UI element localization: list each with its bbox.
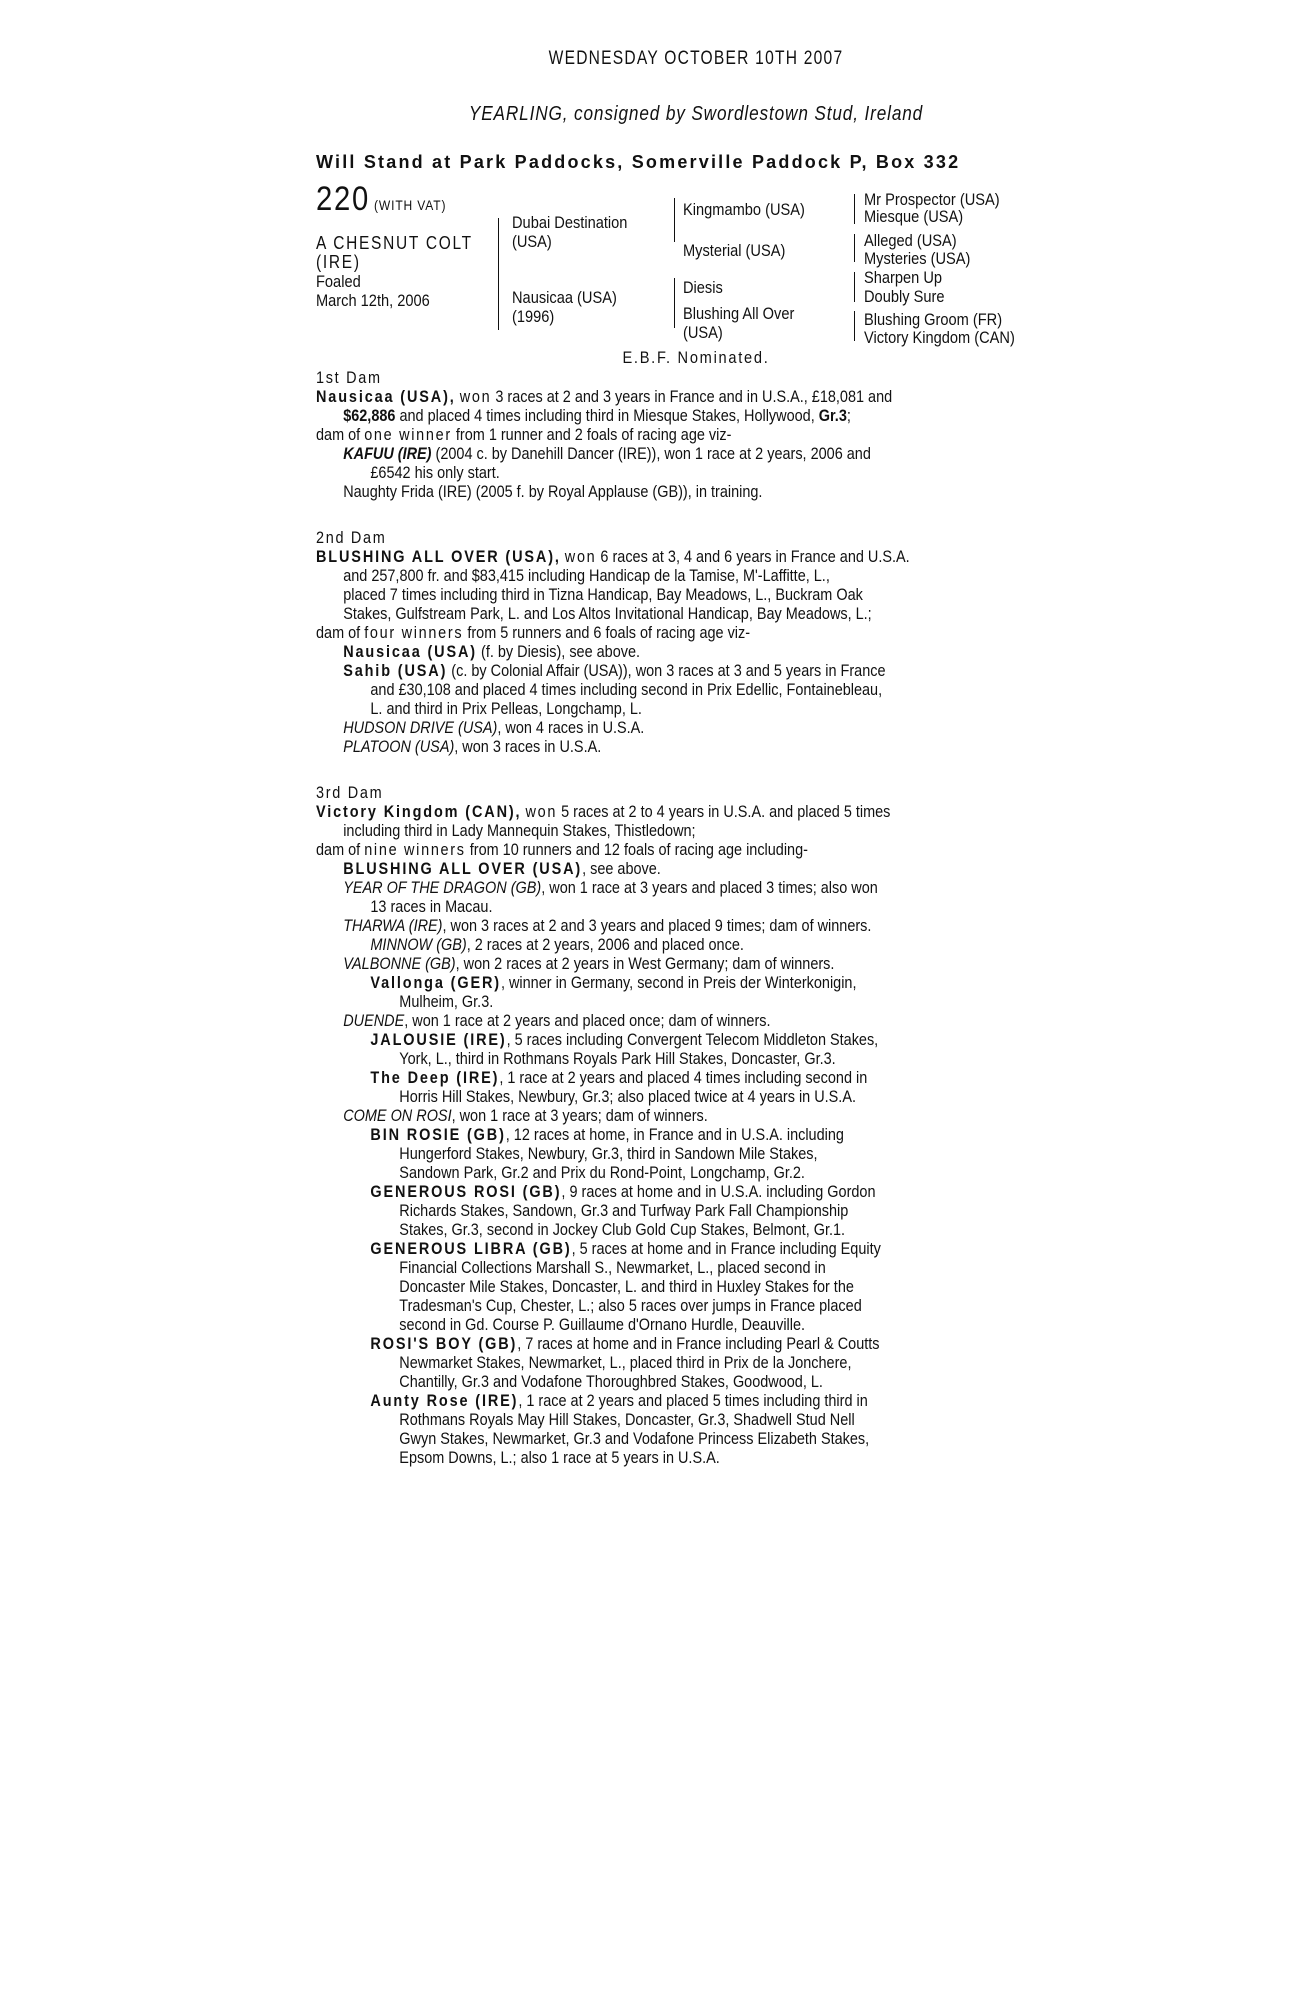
first-dam-line: Naughty Frida (IRE) (2005 f. by Royal Applause (GB)), in training. [343, 482, 763, 501]
spacer [316, 756, 1076, 783]
text: ; [846, 406, 851, 425]
second-dam-line: and £30,108 and placed 4 times including second in Prix Edellic, Fontainebleau, [370, 680, 883, 699]
third-dam-line: Financial Collections Marshall S., Newmarket, L., placed second in [399, 1258, 826, 1277]
sire-country: (USA) [512, 232, 552, 251]
second-dam-line: and 257,800 fr. and $83,415 including Handicap de la Tamise, M'-Laffitte, L., [343, 566, 830, 585]
third-dam-line [316, 878, 962, 897]
lot-number-line [316, 180, 447, 218]
text: (f. by Diesis), see above. [476, 642, 641, 661]
vat-note: (WITH VAT) [374, 197, 447, 213]
dd-sire: Blushing Groom (FR) [864, 310, 1003, 329]
text: , 2 races at 2 years, 2006 and placed once. [466, 935, 744, 954]
pedigree-brace-2 [674, 198, 675, 242]
second-dam-line: L. and third in Prix Pelleas, Longchamp, L. [370, 699, 642, 718]
pedigree-brace-7 [854, 311, 855, 341]
text: , 7 races at home and in France including Pearl & Coutts [517, 1334, 880, 1353]
ss-sire: Mr Prospector (USA) [864, 190, 1000, 209]
foaled-label: Foaled [316, 272, 361, 291]
third-dam-line [316, 1182, 962, 1201]
first-dam-line [316, 406, 962, 425]
money: $62,886 [343, 406, 396, 425]
text: 5 races at 2 to 4 years in U.S.A. and placed 5 times [557, 802, 891, 821]
text: from 1 runner and 2 foals of racing age viz- [451, 425, 732, 444]
third-dam-line [316, 1011, 962, 1030]
third-dam-line: York, L., third in Rothmans Royals Park Hill Stakes, Doncaster, Gr.3. [399, 1049, 836, 1068]
pedigree-brace-6 [854, 272, 855, 302]
pedigree-brace-5 [854, 234, 855, 262]
third-dam-line: Stakes, Gr.3, second in Jockey Club Gold Cup Stakes, Belmont, Gr.1. [399, 1220, 846, 1239]
third-dam-line: Richards Stakes, Sandown, Gr.3 and Turfway Park Fall Championship [399, 1201, 849, 1220]
horse-name: JALOUSIE (IRE) [370, 1030, 507, 1049]
ss-dam: Miesque (USA) [864, 207, 964, 226]
second-dam-line [316, 661, 962, 680]
horse-name: VALBONNE (GB) [343, 954, 456, 973]
horse-name: THARWA (IRE) [343, 916, 443, 935]
pedigree-table [316, 180, 1076, 360]
sire-dam: Mysterial (USA) [683, 241, 786, 260]
dam-name: Victory Kingdom (CAN), [316, 802, 522, 821]
horse-name: KAFUU (IRE) [343, 444, 432, 463]
text: , winner in Germany, second in Preis der Winterkonigin, [500, 973, 857, 992]
text: , 5 races including Convergent Telecom Middleton Stakes, [506, 1030, 879, 1049]
won-word: won [459, 387, 492, 406]
horse-name: YEAR OF THE DRAGON (GB) [343, 878, 542, 897]
pedigree-brace-3 [674, 278, 675, 328]
text: , won 1 race at 2 years and placed once; dam of winners. [404, 1011, 771, 1030]
third-dam-line [316, 1334, 962, 1353]
text: dam of [316, 425, 365, 444]
text: , won 3 races in U.S.A. [454, 737, 602, 756]
lot-description: A CHESNUT COLT [316, 233, 473, 253]
third-dam-line: Hungerford Stakes, Newbury, Gr.3, third in Sandown Mile Stakes, [399, 1144, 818, 1163]
third-dam-line [316, 1391, 962, 1410]
horse-name: Sahib (USA) [343, 661, 448, 680]
stabling-info: Will Stand at Park Paddocks, Somerville Paddock P, Box 332 [316, 152, 961, 172]
third-dam-line [316, 1106, 962, 1125]
lot-country: (IRE) [316, 252, 361, 272]
third-dam-line [316, 859, 962, 878]
ds-sire: Sharpen Up [864, 268, 943, 287]
second-dam-line: placed 7 times including third in Tizna Handicap, Bay Meadows, L., Buckram Oak [343, 585, 863, 604]
horse-name: BLUSHING ALL OVER (USA) [343, 859, 583, 878]
third-dam-line: Doncaster Mile Stakes, Doncaster, L. and third in Huxley Stakes for the [399, 1277, 854, 1296]
race-record [316, 368, 1076, 1467]
horse-name: Aunty Rose (IRE) [370, 1391, 519, 1410]
winners-count: four winners [364, 623, 464, 642]
third-dam-line: second in Gd. Course P. Guillaume d'Ornano Hurdle, Deauville. [399, 1315, 806, 1334]
second-dam-line [316, 737, 962, 756]
text: , won 1 race at 3 years; dam of winners. [451, 1106, 708, 1125]
second-dam-line [316, 642, 962, 661]
horse-name: GENEROUS ROSI (GB) [370, 1182, 562, 1201]
third-dam-heading: 3rd Dam [316, 783, 384, 802]
sd-dam: Mysteries (USA) [864, 249, 971, 268]
text: (c. by Colonial Affair (USA)), won 3 races at 3 and 5 years in France [447, 661, 886, 680]
sd-sire: Alleged (USA) [864, 231, 957, 250]
second-dam-line [316, 547, 962, 566]
text: , see above. [582, 859, 661, 878]
won-word: won [525, 802, 558, 821]
third-dam-line: Sandown Park, Gr.2 and Prix du Rond-Point, Longchamp, Gr.2. [399, 1163, 805, 1182]
horse-name: GENEROUS LIBRA (GB) [370, 1239, 572, 1258]
text: , 1 race at 2 years and placed 4 times including second in [499, 1068, 868, 1087]
horse-name: Vallonga (GER) [370, 973, 501, 992]
text: , 12 races at home, in France and in U.S.A. including [505, 1125, 844, 1144]
won-word: won [564, 547, 597, 566]
third-dam-line: Rothmans Royals May Hill Stakes, Doncaster, Gr.3, Shadwell Stud Nell [399, 1410, 855, 1429]
text: dam of [316, 623, 365, 642]
third-dam-line [316, 973, 962, 992]
lot-number: 220 [316, 180, 370, 218]
third-dam-line [316, 1068, 962, 1087]
pedigree-brace-4 [854, 194, 855, 224]
horse-name: The Deep (IRE) [370, 1068, 500, 1087]
foaled-date: March 12th, 2006 [316, 291, 430, 310]
third-dam-line: Epsom Downs, L.; also 1 race at 5 years in U.S.A. [399, 1448, 720, 1467]
winners-count: nine winners [364, 840, 466, 859]
text: , won 3 races at 2 and 3 years and placed 9 times; dam of winners. [442, 916, 872, 935]
first-dam-line: £6542 his only start. [370, 463, 500, 482]
third-dam-line [316, 1030, 962, 1049]
third-dam-line: 13 races in Macau. [370, 897, 493, 916]
text: , 5 races at home and in France including Equity [571, 1239, 881, 1258]
text: , won 4 races in U.S.A. [497, 718, 645, 737]
text: from 10 runners and 12 foals of racing age including- [465, 840, 808, 859]
text: (2004 c. by Danehill Dancer (IRE)), won 1 race at 2 years, 2006 and [431, 444, 871, 463]
second-dam-line [316, 623, 962, 642]
dam-sire: Diesis [683, 278, 723, 297]
pedigree-brace-1 [498, 218, 499, 330]
second-dam-line: Stakes, Gulfstream Park, L. and Los Altos Invitational Handicap, Bay Meadows, L.; [343, 604, 872, 623]
first-dam-line [316, 425, 962, 444]
sire-sire: Kingmambo (USA) [683, 200, 805, 219]
sire-name: Dubai Destination [512, 213, 628, 232]
consignment-subtitle: YEARLING, consigned by Swordlestown Stud, Ireland [468, 103, 924, 125]
third-dam-line [316, 840, 962, 859]
dd-dam: Victory Kingdom (CAN) [864, 328, 1015, 347]
grade: Gr.3 [818, 406, 847, 425]
horse-name: HUDSON DRIVE (USA) [343, 718, 498, 737]
horse-name: MINNOW (GB) [370, 935, 467, 954]
third-dam-line [316, 802, 962, 821]
third-dam-line: Mulheim, Gr.3. [399, 992, 494, 1011]
text: 3 races at 2 and 3 years in France and in U.S.A., £18,081 and [491, 387, 893, 406]
text: 6 races at 3, 4 and 6 years in France and U.S.A. [596, 547, 910, 566]
text: , won 1 race at 3 years and placed 3 times; also won [541, 878, 878, 897]
third-dam-line [316, 1125, 962, 1144]
second-dam-heading: 2nd Dam [316, 528, 387, 547]
third-dam-line [316, 916, 962, 935]
third-dam-line: Newmarket Stakes, Newmarket, L., placed third in Prix de la Jonchere, [399, 1353, 852, 1372]
horse-name: DUENDE [343, 1011, 405, 1030]
dam-year: (1996) [512, 307, 555, 326]
third-dam-line [316, 954, 962, 973]
text: , 9 races at home and in U.S.A. including Gordon [561, 1182, 876, 1201]
dam-dam-country: (USA) [683, 323, 723, 342]
third-dam-line: Horris Hill Stakes, Newbury, Gr.3; also placed twice at 4 years in U.S.A. [399, 1087, 856, 1106]
horse-name: ROSI'S BOY (GB) [370, 1334, 518, 1353]
ebf-nomination: E.B.F. Nominated. [622, 348, 770, 367]
third-dam-line: Gwyn Stakes, Newmarket, Gr.3 and Vodafone Princess Elizabeth Stakes, [399, 1429, 870, 1448]
text: dam of [316, 840, 365, 859]
third-dam-line: Tradesman's Cup, Chester, L.; also 5 races over jumps in France placed [399, 1296, 862, 1315]
third-dam-line [316, 935, 962, 954]
ds-dam: Doubly Sure [864, 287, 945, 306]
horse-name: PLATOON (USA) [343, 737, 455, 756]
text: , won 2 races at 2 years in West Germany; dam of winners. [455, 954, 835, 973]
first-dam-line [316, 444, 962, 463]
spacer [316, 501, 1076, 528]
dam-name: Nausicaa (USA) [512, 288, 617, 307]
first-dam-heading: 1st Dam [316, 368, 382, 387]
second-dam-line [316, 718, 962, 737]
winners-count: one winner [364, 425, 452, 444]
sale-date: WEDNESDAY OCTOBER 10TH 2007 [548, 48, 844, 69]
dam-name: BLUSHING ALL OVER (USA), [316, 547, 561, 566]
third-dam-line: Chantilly, Gr.3 and Vodafone Thoroughbred Stakes, Goodwood, L. [399, 1372, 823, 1391]
third-dam-line: including third in Lady Mannequin Stakes, Thistledown; [343, 821, 696, 840]
horse-name: COME ON ROSI [343, 1106, 452, 1125]
dam-name: Nausicaa (USA), [316, 387, 456, 406]
third-dam-line [316, 1239, 962, 1258]
text: from 5 runners and 6 foals of racing age viz- [463, 623, 751, 642]
horse-name: Nausicaa (USA) [343, 642, 477, 661]
first-dam-line [316, 387, 962, 406]
text: , 1 race at 2 years and placed 5 times including third in [518, 1391, 868, 1410]
text: and placed 4 times including third in Miesque Stakes, Hollywood, [395, 406, 819, 425]
horse-name: BIN ROSIE (GB) [370, 1125, 506, 1144]
dam-dam: Blushing All Over [683, 304, 795, 323]
